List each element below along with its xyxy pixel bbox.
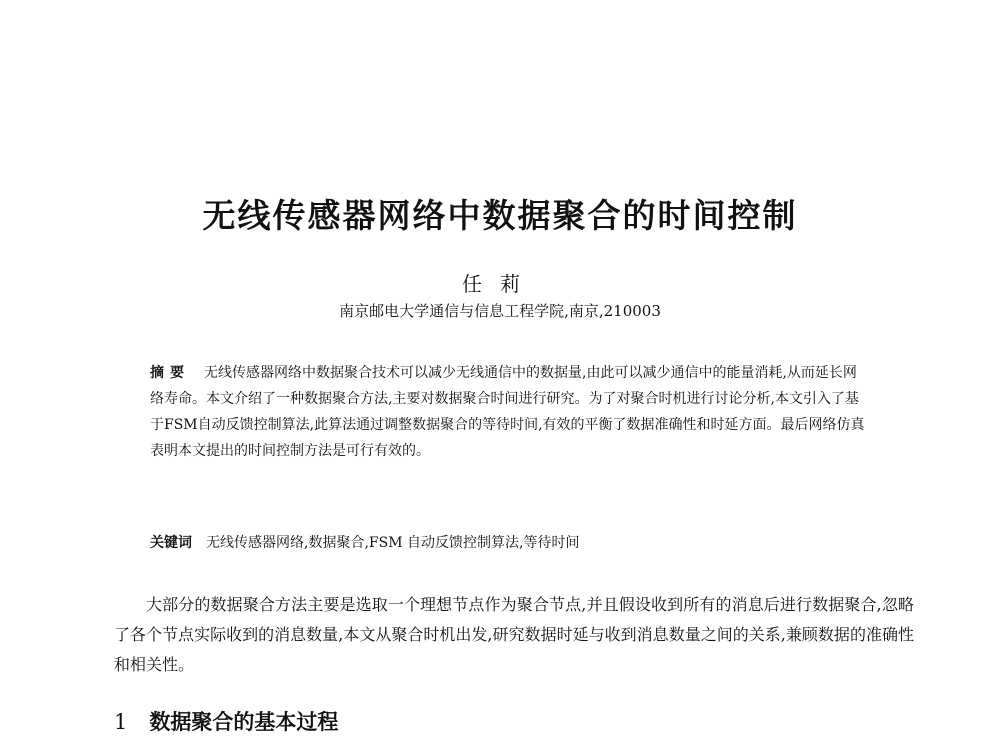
author-name: 任莉 xyxy=(462,272,538,296)
author-affiliation: 南京邮电大学通信与信息工程学院,南京,210003 xyxy=(339,302,661,320)
abstract-text: 无线传感器网络中数据聚合技术可以减少无线通信中的数据量,由此可以减少通信中的能量消耗,从而延长网络寿命。本文介绍了一种数据聚合方法,主要对数据聚合时间进行研究。为了对聚合时机进行讨论分析,本文引入了基于FSM自动反馈控制算法,此算法通过调整数据聚合的等待时间,有效的平衡了数据准确性和时延方面。最后网络仿真表明本文提出的时间控制方法是可行有效的。 xyxy=(150,365,865,459)
keywords-text: 无线传感器网络,数据聚合,FSM 自动反馈控制算法,等待时间 xyxy=(206,535,580,551)
abstract-label: 摘要 xyxy=(150,365,190,381)
section-title: 数据聚合的基本过程 xyxy=(149,710,339,734)
abstract xyxy=(150,360,870,464)
paper-title: 无线传感器网络中数据聚合的时间控制 xyxy=(202,196,798,235)
section-number: 1 xyxy=(114,710,128,734)
section-heading xyxy=(114,706,338,736)
keywords xyxy=(150,530,870,556)
keywords-label: 关键词 xyxy=(150,535,192,551)
intro-paragraph: 大部分的数据聚合方法主要是选取一个理想节点作为聚合节点,并且假设收到所有的消息后进行数据聚合,忽略了各个节点实际收到的消息数量,本文从聚合时机出发,研究数据时延与收到消息数量之间的关系,兼顾数据的准确性和相关性。 xyxy=(114,595,914,674)
